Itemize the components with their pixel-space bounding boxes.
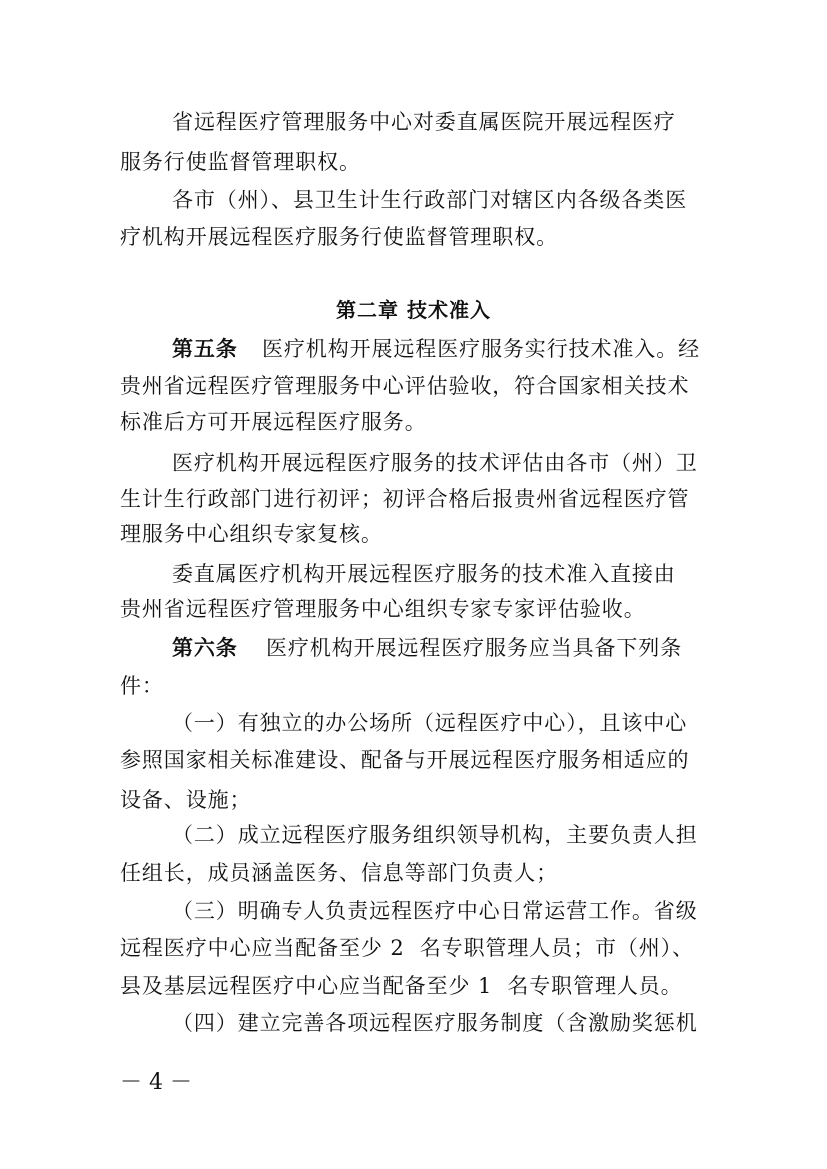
para-line: 省远程医疗管理服务中心对委直属医院开展远程医疗 [172, 110, 676, 134]
para-line: 设备、设施； [120, 788, 252, 812]
para-line: 贵州省远程医疗管理服务中心评估验收，符合国家相关技术 [120, 374, 690, 398]
para-line: （四）建立完善各项远程医疗服务制度（含激励奖惩机 [172, 1011, 698, 1035]
para-line: （一）有独立的办公场所（远程医疗中心），且该中心 [172, 711, 688, 735]
para-line: 理服务中心组织专家复核。 [120, 522, 383, 546]
para-line: （三）明确专人负责远程医疗中心日常运营工作。省级 [172, 899, 698, 923]
para-line: 各市（州）、县卫生计生行政部门对辖区内各级各类医 [172, 188, 688, 212]
para-line: 生计生行政部门进行初评；初评合格后报贵州省远程医疗管 [120, 487, 690, 511]
para-line: 医疗机构开展远程医疗服务的技术评估由各市（州）卫 [172, 451, 698, 475]
para-line: 服务行使监督管理职权。 [120, 150, 361, 174]
para-line: 贵州省远程医疗管理服务中心组织专家专家评估验收。 [120, 597, 646, 621]
para-line: 县及基层远程医疗中心应当配备至少 1 名专职管理人员。 [120, 974, 683, 998]
article6-label: 第六条 [172, 636, 238, 660]
para-line: 任组长，成员涵盖医务、信息等部门负责人； [120, 861, 558, 885]
para-line: 参照国家相关标准建设、配备与开展远程医疗服务相适应的 [120, 748, 690, 772]
para-line: 件： [120, 674, 164, 698]
article5-label: 第五条 [172, 337, 238, 361]
para-line: 远程医疗中心应当配备至少 2 名专职管理人员；市（州）、 [120, 936, 694, 960]
para-line: 委直属医疗机构开展远程医疗服务的技术准入直接由 [172, 562, 676, 586]
para-line: 标准后方可开展远程医疗服务。 [120, 410, 427, 434]
chapter-title: 第二章 技术准入 [336, 298, 491, 322]
para-line: 医疗机构开展远程医疗服务实行技术准入。经 [262, 337, 700, 361]
page-number: － 4 － [120, 1070, 192, 1095]
para-line: （二）成立远程医疗服务组织领导机构，主要负责人担 [172, 823, 698, 847]
para-line: 疗机构开展远程医疗服务行使监督管理职权。 [120, 225, 558, 249]
para-line: 医疗机构开展远程医疗服务应当具备下列条 [266, 636, 683, 660]
